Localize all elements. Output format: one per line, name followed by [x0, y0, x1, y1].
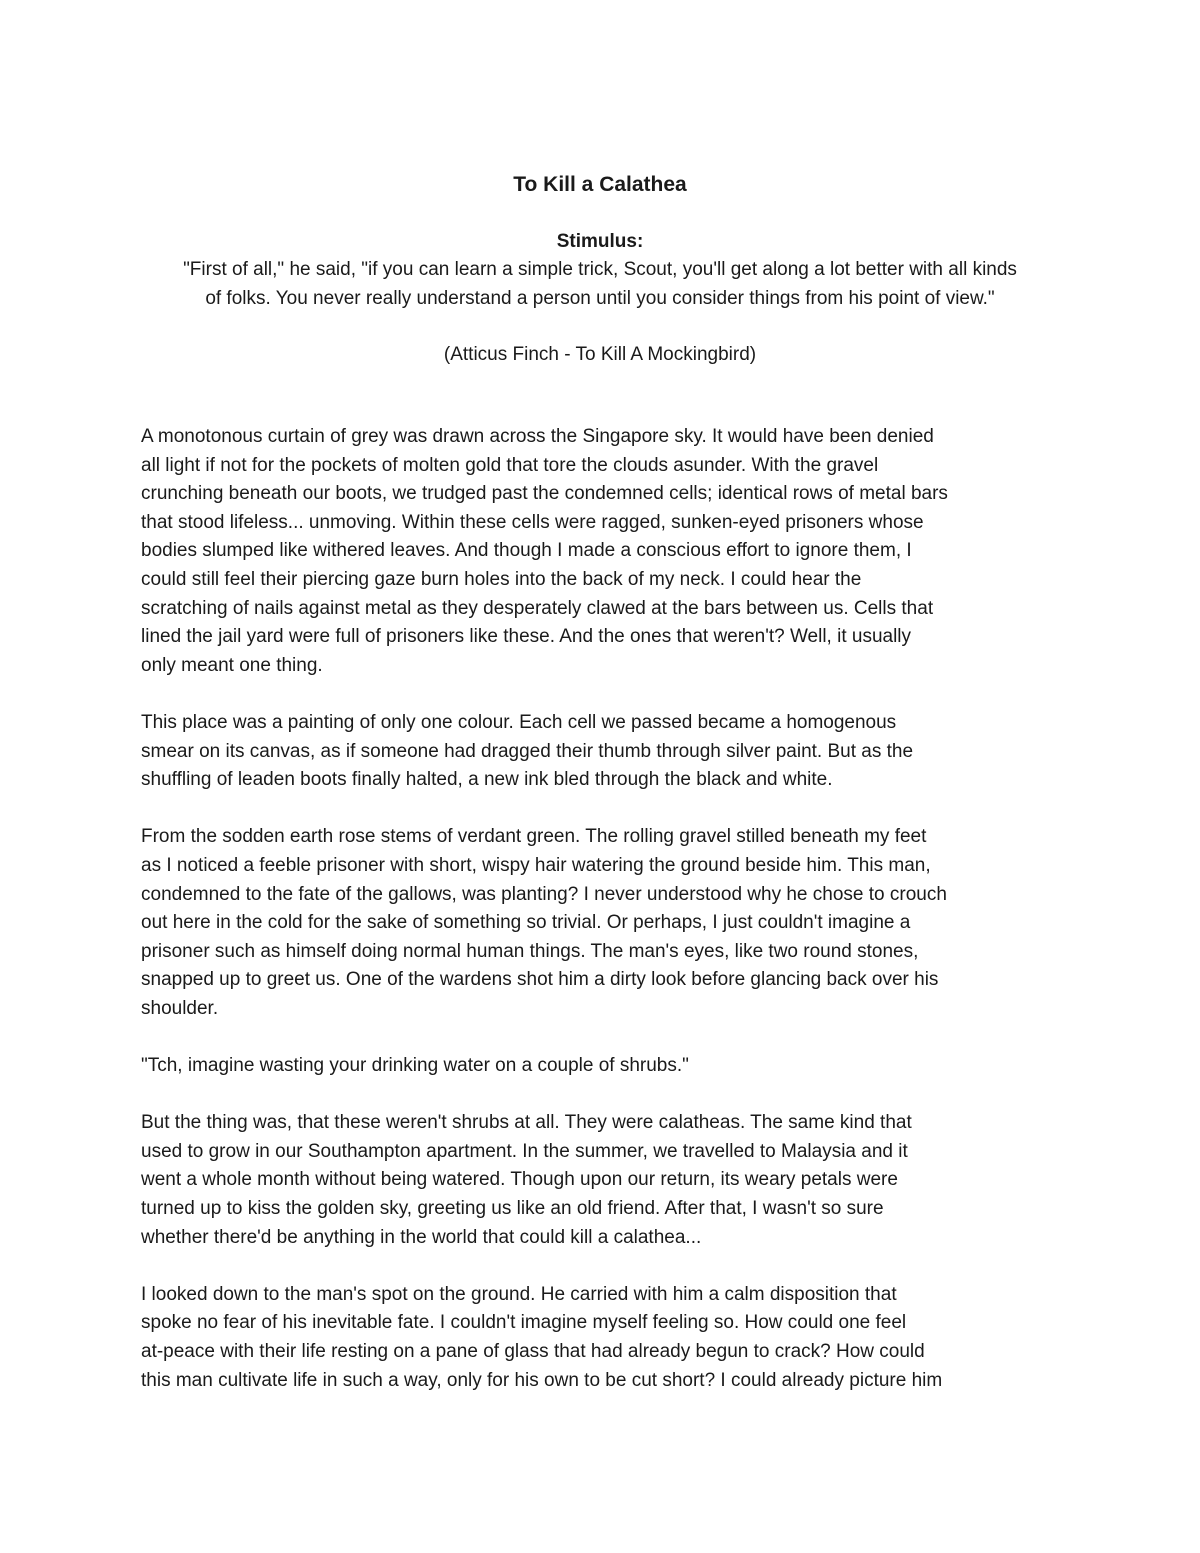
paragraph-line: But the thing was, that these weren't shrubs at all. They were calatheas. The same kind that [141, 1112, 912, 1134]
paragraph-line: went a whole month without being watered. Though upon our return, its weary petals were [141, 1169, 898, 1191]
paragraph-gap [141, 795, 1071, 824]
stimulus-label: Stimulus: [556, 231, 644, 252]
paragraph-line: shoulder. [141, 997, 219, 1019]
paragraph-line: "Tch, imagine wasting your drinking water on a couple of shrubs." [141, 1055, 689, 1077]
paragraph-line: this man cultivate life in such a way, only for his own to be cut short? I could already picture him [141, 1369, 943, 1391]
paragraph-line: I looked down to the man's spot on the ground. He carried with him a calm disposition that [141, 1283, 897, 1305]
paragraph-line: crunching beneath our boots, we trudged past the condemned cells; identical rows of metal bars [141, 483, 948, 505]
paragraph-line: as I noticed a feeble prisoner with short, wispy hair watering the ground beside him. This man, [141, 854, 931, 876]
paragraph-line: could still feel their piercing gaze burn holes into the back of my neck. I could hear the [141, 568, 862, 590]
paragraph-gap [141, 1081, 1071, 1110]
paragraph-line: prisoner such as himself doing normal human things. The man's eyes, like two round stones, [141, 940, 919, 962]
paragraph-line: A monotonous curtain of grey was drawn across the Singapore sky. It would have been denied [141, 426, 934, 447]
quote-line: "First of all," he said, "if you can learn a simple trick, Scout, you'll get along a lot better with all kinds [183, 259, 1017, 280]
quote-attribution: (Atticus Finch - To Kill A Mockingbird) [443, 344, 757, 365]
paragraph-gap [141, 1023, 1071, 1052]
paragraph [141, 823, 1071, 1023]
document-title: To Kill a Calathea [513, 173, 687, 196]
essay-body [141, 423, 1071, 1395]
paragraph [141, 1281, 1071, 1395]
paragraph [141, 709, 1071, 795]
paragraph-line: scratching of nails against metal as they desperately clawed at the bars between us. Cells that [141, 597, 934, 619]
paragraph-line: all light if not for the pockets of molten gold that tore the clouds asunder. With the gravel [141, 454, 879, 476]
paragraph-line: turned up to kiss the golden sky, greeting us like an old friend. After that, I wasn't so sure [141, 1198, 884, 1220]
paragraph [141, 1052, 1071, 1081]
paragraph-line: This place was a painting of only one colour. Each cell we passed became a homogenous [141, 711, 897, 733]
paragraph-line: whether there'd be anything in the world that could kill a calathea... [141, 1226, 702, 1248]
paragraph-line: spoke no fear of his inevitable fate. I couldn't imagine myself feeling so. How could one feel [141, 1312, 907, 1334]
paragraph-line: bodies slumped like withered leaves. And though I made a conscious effort to ignore them, I [141, 540, 912, 562]
paragraph-line: at-peace with their life resting on a pane of glass that had already begun to crack? How could [141, 1341, 925, 1362]
paragraph-line: From the sodden earth rose stems of verdant green. The rolling gravel stilled beneath my feet [141, 826, 927, 848]
paragraph-gap [141, 680, 1071, 709]
paragraph [141, 1109, 1071, 1252]
paragraph-gap [141, 1252, 1071, 1281]
paragraph-line: smear on its canvas, as if someone had dragged their thumb through silver paint. But as the [141, 740, 914, 762]
paragraph-line: condemned to the fate of the gallows, was planting? I never understood why he chose to crouch [141, 883, 947, 905]
paragraph [141, 423, 1071, 680]
paragraph-line: out here in the cold for the sake of something so trivial. Or perhaps, I just couldn't imagine a [141, 912, 911, 934]
paragraph-line: snapped up to greet us. One of the wardens shot him a dirty look before glancing back over his [141, 969, 939, 991]
paragraph-line: used to grow in our Southampton apartment. In the summer, we travelled to Malaysia and it [141, 1140, 908, 1162]
paragraph-line: shuffling of leaden boots finally halted, a new ink bled through the black and white. [141, 769, 833, 791]
stimulus-quote [135, 256, 1065, 313]
quote-line: of folks. You never really understand a person until you consider things from his point of view." [205, 287, 995, 309]
paragraph-line: that stood lifeless... unmoving. Within these cells were ragged, sunken-eyed prisoners whose [141, 511, 924, 533]
paragraph-line: lined the jail yard were full of prisoners like these. And the ones that weren't? Well, it usually [141, 626, 912, 648]
paragraph-line: only meant one thing. [141, 654, 323, 676]
